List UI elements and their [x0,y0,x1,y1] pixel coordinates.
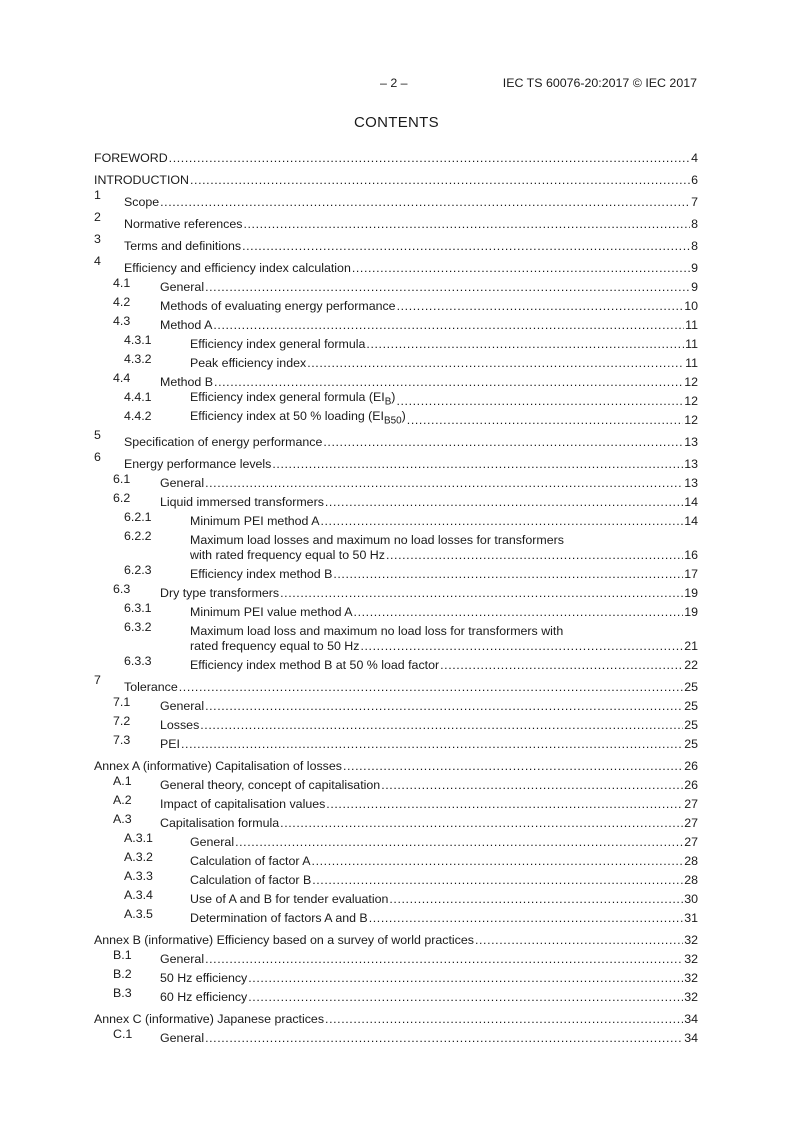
toc-entry[interactable] [94,907,698,926]
toc-entry[interactable] [94,582,698,601]
dot-leader [389,892,683,907]
toc-entry-page: 13 [684,476,698,490]
toc-entry-page: 14 [684,514,698,528]
toc-entry[interactable] [94,1005,698,1027]
toc-entry[interactable] [94,371,698,390]
dot-leader [181,737,683,752]
toc-entry-title: Annex B (informative) Efficiency based on a survey of world practices [94,933,474,947]
toc-entry-number: 4.4 [113,371,131,385]
dot-leader [190,173,690,188]
toc-entry-number: B.1 [113,948,132,962]
toc-entry-title: Calculation of factor B [190,873,312,887]
document-id: IEC TS 60076-20:2017 © IEC 2017 [502,76,697,90]
dot-leader [169,151,690,166]
toc-entry-number: A.2 [113,793,132,807]
toc-entry-title: 50 Hz efficiency [160,971,248,985]
dot-leader [475,933,683,948]
toc-entry[interactable] [94,774,698,793]
toc-entry-number: 4.4.2 [124,409,152,423]
toc-entry-title: PEI [160,737,180,751]
toc-entry[interactable] [94,831,698,850]
toc-entry[interactable] [94,390,698,409]
toc-entry-number: C.1 [113,1027,133,1041]
toc-entry-number: 6.2.2 [124,529,152,543]
toc-entry-page: 26 [684,778,698,792]
dot-leader [360,639,683,654]
toc-entry-number: A.1 [113,774,132,788]
toc-entry-title: Minimum PEI value method A [190,605,353,619]
toc-entry-title: Terms and definitions [124,239,242,253]
dot-leader [280,586,683,601]
toc-entry-page: 34 [684,1031,698,1045]
toc-entry-page: 32 [684,971,698,985]
toc-entry-page: 12 [684,394,698,408]
toc-entry-title: Determination of factors A and B [190,911,368,925]
toc-entry-number: 6.2.1 [124,510,152,524]
toc-entry[interactable] [94,295,698,314]
toc-entry-title: Impact of capitalisation values [160,797,326,811]
toc-entry[interactable] [94,926,698,948]
toc-entry-page: 34 [684,1012,698,1026]
toc-entry-page: 26 [684,759,698,773]
dot-leader [325,1012,683,1027]
toc-entry-title-suffix: ) [391,389,396,404]
toc-entry-page: 27 [684,816,698,830]
toc-entry-page: 30 [684,892,698,906]
toc-entry-title: General [190,835,235,849]
toc-entry[interactable] [94,733,698,752]
toc-entry-title: Efficiency and efficiency index calculation [124,261,351,275]
page-number: – 2 – [380,76,408,90]
toc-entry[interactable] [94,986,698,1005]
toc-entry-page: 27 [684,797,698,811]
toc-entry-title: General [160,476,205,490]
toc-entry[interactable] [94,232,698,254]
page-title: CONTENTS [354,114,439,131]
dot-leader [307,356,684,371]
toc-entry-page: 8 [691,239,698,253]
toc-entry-title: Maximum load loss and maximum no load loss for transformers with [190,624,564,638]
toc-entry-page: 12 [684,375,698,389]
toc-entry-number: B.3 [113,986,132,1000]
dot-leader [366,337,684,352]
toc-entry-page: 13 [684,457,698,471]
toc-entry-number: 4.3 [113,314,131,328]
toc-entry-number: 6.3 [113,582,131,596]
toc-entry-title: Minimum PEI method A [190,514,320,528]
toc-entry-page: 25 [684,699,698,713]
toc-entry-page: 13 [684,435,698,449]
toc-entry-title: Capitalisation formula [160,816,280,830]
toc-entry[interactable] [94,450,698,472]
dot-leader [312,873,683,888]
toc-entry-number: 4 [94,254,101,268]
dot-leader [205,699,683,714]
dot-leader [333,567,683,582]
toc-entry-title [190,409,407,428]
toc-entry-page: 11 [685,356,698,370]
toc-entry[interactable] [94,812,698,831]
toc-entry-number: 1 [94,188,101,202]
toc-entry-page: 32 [684,990,698,1004]
toc-entry-title: INTRODUCTION [94,173,189,187]
dot-leader [242,239,690,254]
toc-entry[interactable] [94,188,698,210]
toc-entry-number: A.3.4 [124,888,153,902]
toc-entry-title-text: Efficiency index general formula (EI [190,389,385,404]
toc-entry[interactable] [94,695,698,714]
toc-entry-page: 28 [684,854,698,868]
toc-entry-number: 6.3.2 [124,620,152,634]
toc-entry-title: Losses [160,718,200,732]
toc-entry-title: Method A [160,318,213,332]
dot-leader [213,318,684,333]
dot-leader [235,835,683,850]
toc-entry-number: A.3.3 [124,869,153,883]
toc-entry-title: Scope [124,195,160,209]
toc-entry[interactable] [94,333,698,352]
toc-entry-title: Methods of evaluating energy performance [160,299,396,313]
toc-entry-title-suffix: ) [401,408,406,423]
toc-entry-page: 6 [691,173,698,187]
dot-leader [407,413,683,428]
toc-entry-title-text: Efficiency index at 50 % loading (EI [190,408,385,423]
toc-entry-page: 10 [684,299,698,313]
table-of-contents [94,144,698,1046]
toc-entry-title: Dry type transformers [160,586,280,600]
toc-entry-number: 6.3.1 [124,601,152,615]
toc-entry[interactable] [94,869,698,888]
dot-leader [325,495,683,510]
toc-entry-page: 9 [691,280,698,294]
toc-entry-title: Maximum load losses and maximum no load losses for transformers [190,533,564,547]
toc-entry-page: 4 [691,151,698,165]
toc-entry-number: 7.1 [113,695,131,709]
dot-leader [320,514,683,529]
toc-entry-page: 31 [684,911,698,925]
toc-entry-number: 4.3.1 [124,333,152,347]
toc-entry[interactable] [94,967,698,986]
dot-leader [248,971,683,986]
toc-entry[interactable] [94,352,698,371]
toc-entry-number: A.3.5 [124,907,153,921]
toc-entry-title-subscript: B50 [384,415,402,426]
toc-entry-page: 27 [684,835,698,849]
toc-entry-title: General [160,952,205,966]
toc-entry-page: 17 [684,567,698,581]
toc-entry[interactable] [94,276,698,295]
toc-entry[interactable] [94,491,698,510]
toc-entry[interactable] [94,601,698,620]
toc-entry-title-continued: rated frequency equal to 50 Hz [190,639,360,653]
dot-leader [205,1031,683,1046]
toc-entry-page: 8 [691,217,698,231]
toc-entry[interactable] [94,254,698,276]
dot-leader [323,435,683,450]
toc-entry-number: A.3.1 [124,831,153,845]
toc-entry-page: 12 [684,413,698,427]
toc-entry-title: General [160,699,205,713]
dot-leader [214,375,683,390]
dot-leader [381,778,683,793]
toc-entry-title: Peak efficiency index [190,356,307,370]
toc-entry-page: 25 [684,680,698,694]
toc-entry-number: 5 [94,428,101,442]
toc-entry-number: 3 [94,232,101,246]
toc-entry[interactable] [94,714,698,733]
toc-entry-number: 4.2 [113,295,131,309]
dot-leader [397,299,684,314]
toc-entry[interactable] [94,620,698,654]
toc-entry-number: 4.3.2 [124,352,152,366]
toc-entry[interactable] [94,563,698,582]
toc-entry-page: 11 [685,318,698,332]
dot-leader [280,816,683,831]
toc-entry-page: 25 [684,718,698,732]
toc-entry-title: Efficiency index method B [190,567,333,581]
toc-entry-page: 19 [684,586,698,600]
toc-entry-title: 60 Hz efficiency [160,990,248,1004]
toc-entry[interactable] [94,409,698,428]
dot-leader [272,457,683,472]
dot-leader [160,195,690,210]
dot-leader [396,394,683,409]
toc-entry[interactable] [94,654,698,673]
toc-entry-title: Efficiency index general formula [190,337,366,351]
toc-entry-page: 32 [684,933,698,947]
toc-entry-number: 7.2 [113,714,131,728]
toc-entry-title-subscript: B [384,396,392,407]
toc-entry-title: Normative references [124,217,243,231]
toc-entry-title: Liquid immersed transformers [160,495,324,509]
toc-entry-title: Calculation of factor A [190,854,311,868]
toc-entry[interactable] [94,472,698,491]
toc-entry-title: Tolerance [124,680,178,694]
toc-entry-number: 4.1 [113,276,131,290]
dot-leader [200,718,683,733]
dot-leader [205,280,690,295]
dot-leader [386,548,683,563]
dot-leader [179,680,683,695]
toc-entry[interactable] [94,428,698,450]
toc-entry-page: 14 [684,495,698,509]
toc-entry-title: General theory, concept of capitalisation [160,778,381,792]
toc-entry-number: A.3 [113,812,132,826]
dot-leader [205,476,683,491]
toc-entry-number: 6.2 [113,491,131,505]
toc-entry[interactable] [94,948,698,967]
toc-entry-page: 28 [684,873,698,887]
toc-entry-number: 6.1 [113,472,131,486]
dot-leader [326,797,683,812]
toc-entry[interactable] [94,314,698,333]
toc-entry-number: 7.3 [113,733,131,747]
toc-entry[interactable] [94,1027,698,1046]
toc-entry-title: Annex C (informative) Japanese practices [94,1012,325,1026]
toc-entry-page: 22 [684,658,698,672]
toc-entry-page: 25 [684,737,698,751]
toc-entry-number: 6.3.3 [124,654,152,668]
toc-entry-title: Method B [160,375,214,389]
dot-leader [243,217,690,232]
toc-entry[interactable] [94,888,698,907]
toc-entry-number: 6 [94,450,101,464]
toc-entry[interactable] [94,529,698,563]
dot-leader [354,605,684,620]
page-header [0,76,793,92]
toc-entry-page: 16 [684,548,698,562]
toc-entry-number: A.3.2 [124,850,153,864]
dot-leader [248,990,683,1005]
toc-entry-title: FOREWORD [94,151,168,165]
toc-entry-title: General [160,280,205,294]
toc-entry-number: 7 [94,673,101,687]
toc-entry-title: General [160,1031,205,1045]
toc-entry[interactable] [94,752,698,774]
toc-entry[interactable] [94,793,698,812]
toc-entry-page: 19 [684,605,698,619]
toc-entry-title: Energy performance levels [124,457,272,471]
dot-leader [312,854,684,869]
dot-leader [369,911,684,926]
toc-entry-number: 2 [94,210,101,224]
dot-leader [440,658,683,673]
toc-entry-page: 11 [685,337,698,351]
toc-entry[interactable] [94,144,698,166]
toc-entry[interactable] [94,850,698,869]
toc-entry[interactable] [94,166,698,188]
toc-entry-title: Efficiency index method B at 50 % load factor [190,658,440,672]
toc-entry[interactable] [94,673,698,695]
toc-entry-title: Annex A (informative) Capitalisation of losses [94,759,342,773]
toc-entry-title [190,390,396,409]
toc-entry-number: 6.2.3 [124,563,152,577]
toc-entry-title: Specification of energy performance [124,435,323,449]
toc-entry-number: B.2 [113,967,132,981]
toc-entry-page: 21 [684,639,698,653]
toc-entry-page: 7 [691,195,698,209]
toc-entry-number: 4.4.1 [124,390,152,404]
toc-entry[interactable] [94,210,698,232]
toc-entry[interactable] [94,510,698,529]
dot-leader [343,759,683,774]
toc-entry-page: 32 [684,952,698,966]
toc-entry-page: 9 [691,261,698,275]
dot-leader [352,261,690,276]
dot-leader [205,952,683,967]
toc-entry-title-continued: with rated frequency equal to 50 Hz [190,548,385,562]
toc-entry-title: Use of A and B for tender evaluation [190,892,389,906]
